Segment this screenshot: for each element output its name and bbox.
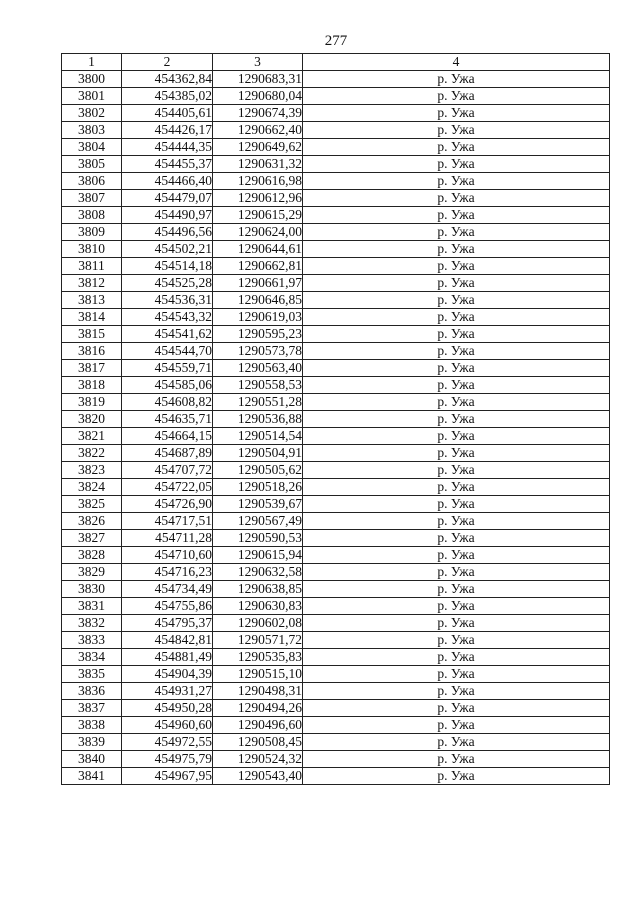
- description-cell: р. Ужа: [303, 275, 610, 292]
- point-number-cell: 3800: [62, 71, 122, 88]
- point-number-cell: 3824: [62, 479, 122, 496]
- x-coordinate-cell: 454544,70: [122, 343, 213, 360]
- y-coordinate-cell: 1290615,29: [213, 207, 303, 224]
- point-number-cell: 3809: [62, 224, 122, 241]
- y-coordinate-cell: 1290631,32: [213, 156, 303, 173]
- y-coordinate-cell: 1290515,10: [213, 666, 303, 683]
- table-row: [62, 445, 610, 462]
- point-number-cell: 3841: [62, 768, 122, 785]
- description-cell: р. Ужа: [303, 173, 610, 190]
- y-coordinate-cell: 1290514,54: [213, 428, 303, 445]
- x-coordinate-cell: 454536,31: [122, 292, 213, 309]
- table-row: [62, 292, 610, 309]
- y-coordinate-cell: 1290496,60: [213, 717, 303, 734]
- table-row: [62, 326, 610, 343]
- x-coordinate-cell: 454967,95: [122, 768, 213, 785]
- y-coordinate-cell: 1290630,83: [213, 598, 303, 615]
- x-coordinate-cell: 454635,71: [122, 411, 213, 428]
- x-coordinate-cell: 454502,21: [122, 241, 213, 258]
- y-coordinate-cell: 1290616,98: [213, 173, 303, 190]
- table-row: [62, 496, 610, 513]
- description-cell: р. Ужа: [303, 428, 610, 445]
- description-cell: р. Ужа: [303, 360, 610, 377]
- description-cell: р. Ужа: [303, 377, 610, 394]
- description-cell: р. Ужа: [303, 326, 610, 343]
- table-row: [62, 360, 610, 377]
- table-row: [62, 122, 610, 139]
- table-row: [62, 275, 610, 292]
- description-cell: р. Ужа: [303, 445, 610, 462]
- y-coordinate-cell: 1290680,04: [213, 88, 303, 105]
- table-row: [62, 513, 610, 530]
- x-coordinate-cell: 454608,82: [122, 394, 213, 411]
- table-row: [62, 479, 610, 496]
- description-cell: р. Ужа: [303, 717, 610, 734]
- table-row: [62, 190, 610, 207]
- y-coordinate-cell: 1290498,31: [213, 683, 303, 700]
- x-coordinate-cell: 454716,23: [122, 564, 213, 581]
- table-row: [62, 683, 610, 700]
- x-coordinate-cell: 454842,81: [122, 632, 213, 649]
- y-coordinate-cell: 1290558,53: [213, 377, 303, 394]
- x-coordinate-cell: 454687,89: [122, 445, 213, 462]
- table-row: [62, 343, 610, 360]
- x-coordinate-cell: 454559,71: [122, 360, 213, 377]
- x-coordinate-cell: 454960,60: [122, 717, 213, 734]
- y-coordinate-cell: 1290551,28: [213, 394, 303, 411]
- y-coordinate-cell: 1290590,53: [213, 530, 303, 547]
- x-coordinate-cell: 454717,51: [122, 513, 213, 530]
- point-number-cell: 3812: [62, 275, 122, 292]
- point-number-cell: 3820: [62, 411, 122, 428]
- description-cell: р. Ужа: [303, 649, 610, 666]
- table-row: [62, 394, 610, 411]
- x-coordinate-cell: 454726,90: [122, 496, 213, 513]
- description-cell: р. Ужа: [303, 768, 610, 785]
- description-cell: р. Ужа: [303, 564, 610, 581]
- table-row: [62, 581, 610, 598]
- x-coordinate-cell: 454466,40: [122, 173, 213, 190]
- point-number-cell: 3817: [62, 360, 122, 377]
- x-coordinate-cell: 454881,49: [122, 649, 213, 666]
- point-number-cell: 3807: [62, 190, 122, 207]
- description-cell: р. Ужа: [303, 71, 610, 88]
- y-coordinate-cell: 1290524,32: [213, 751, 303, 768]
- point-number-cell: 3836: [62, 683, 122, 700]
- y-coordinate-cell: 1290644,61: [213, 241, 303, 258]
- point-number-cell: 3831: [62, 598, 122, 615]
- y-coordinate-cell: 1290632,58: [213, 564, 303, 581]
- table-row: [62, 309, 610, 326]
- x-coordinate-cell: 454479,07: [122, 190, 213, 207]
- description-cell: р. Ужа: [303, 734, 610, 751]
- point-number-cell: 3802: [62, 105, 122, 122]
- point-number-cell: 3806: [62, 173, 122, 190]
- point-number-cell: 3822: [62, 445, 122, 462]
- point-number-cell: 3833: [62, 632, 122, 649]
- x-coordinate-cell: 454931,27: [122, 683, 213, 700]
- x-coordinate-cell: 454795,37: [122, 615, 213, 632]
- description-cell: р. Ужа: [303, 139, 610, 156]
- y-coordinate-cell: 1290683,31: [213, 71, 303, 88]
- x-coordinate-cell: 454904,39: [122, 666, 213, 683]
- x-coordinate-cell: 454455,37: [122, 156, 213, 173]
- x-coordinate-cell: 454707,72: [122, 462, 213, 479]
- description-cell: р. Ужа: [303, 751, 610, 768]
- description-cell: р. Ужа: [303, 615, 610, 632]
- description-cell: р. Ужа: [303, 513, 610, 530]
- y-coordinate-cell: 1290573,78: [213, 343, 303, 360]
- description-cell: р. Ужа: [303, 683, 610, 700]
- point-number-cell: 3838: [62, 717, 122, 734]
- table-row: [62, 564, 610, 581]
- x-coordinate-cell: 454664,15: [122, 428, 213, 445]
- description-cell: р. Ужа: [303, 156, 610, 173]
- column-header-2: 2: [122, 54, 213, 71]
- description-cell: р. Ужа: [303, 581, 610, 598]
- table-row: [62, 547, 610, 564]
- point-number-cell: 3811: [62, 258, 122, 275]
- x-coordinate-cell: 454711,28: [122, 530, 213, 547]
- description-cell: р. Ужа: [303, 343, 610, 360]
- table-row: [62, 411, 610, 428]
- point-number-cell: 3815: [62, 326, 122, 343]
- table-body: [62, 71, 610, 785]
- table-header-row: [62, 54, 610, 71]
- y-coordinate-cell: 1290543,40: [213, 768, 303, 785]
- x-coordinate-cell: 454722,05: [122, 479, 213, 496]
- point-number-cell: 3840: [62, 751, 122, 768]
- table-row: [62, 530, 610, 547]
- table-row: [62, 717, 610, 734]
- y-coordinate-cell: 1290612,96: [213, 190, 303, 207]
- column-header-4: 4: [303, 54, 610, 71]
- y-coordinate-cell: 1290615,94: [213, 547, 303, 564]
- y-coordinate-cell: 1290563,40: [213, 360, 303, 377]
- point-number-cell: 3834: [62, 649, 122, 666]
- table-row: [62, 462, 610, 479]
- y-coordinate-cell: 1290624,00: [213, 224, 303, 241]
- point-number-cell: 3837: [62, 700, 122, 717]
- y-coordinate-cell: 1290662,81: [213, 258, 303, 275]
- table-row: [62, 632, 610, 649]
- column-header-3: 3: [213, 54, 303, 71]
- x-coordinate-cell: 454734,49: [122, 581, 213, 598]
- point-number-cell: 3832: [62, 615, 122, 632]
- point-number-cell: 3835: [62, 666, 122, 683]
- description-cell: р. Ужа: [303, 462, 610, 479]
- y-coordinate-cell: 1290494,26: [213, 700, 303, 717]
- description-cell: р. Ужа: [303, 292, 610, 309]
- description-cell: р. Ужа: [303, 411, 610, 428]
- x-coordinate-cell: 454496,56: [122, 224, 213, 241]
- description-cell: р. Ужа: [303, 241, 610, 258]
- description-cell: р. Ужа: [303, 496, 610, 513]
- table-row: [62, 598, 610, 615]
- description-cell: р. Ужа: [303, 632, 610, 649]
- page-number: 277: [324, 33, 348, 49]
- column-header-1: 1: [62, 54, 122, 71]
- point-number-cell: 3828: [62, 547, 122, 564]
- x-coordinate-cell: 454975,79: [122, 751, 213, 768]
- x-coordinate-cell: 454950,28: [122, 700, 213, 717]
- description-cell: р. Ужа: [303, 666, 610, 683]
- table-row: [62, 71, 610, 88]
- x-coordinate-cell: 454490,97: [122, 207, 213, 224]
- table-row: [62, 649, 610, 666]
- y-coordinate-cell: 1290508,45: [213, 734, 303, 751]
- y-coordinate-cell: 1290661,97: [213, 275, 303, 292]
- x-coordinate-cell: 454710,60: [122, 547, 213, 564]
- point-number-cell: 3804: [62, 139, 122, 156]
- y-coordinate-cell: 1290646,85: [213, 292, 303, 309]
- point-number-cell: 3813: [62, 292, 122, 309]
- coordinates-table: [61, 53, 610, 785]
- y-coordinate-cell: 1290602,08: [213, 615, 303, 632]
- point-number-cell: 3830: [62, 581, 122, 598]
- description-cell: р. Ужа: [303, 105, 610, 122]
- x-coordinate-cell: 454362,84: [122, 71, 213, 88]
- point-number-cell: 3839: [62, 734, 122, 751]
- y-coordinate-cell: 1290518,26: [213, 479, 303, 496]
- description-cell: р. Ужа: [303, 258, 610, 275]
- table-row: [62, 241, 610, 258]
- table-row: [62, 224, 610, 241]
- point-number-cell: 3823: [62, 462, 122, 479]
- y-coordinate-cell: 1290638,85: [213, 581, 303, 598]
- table-row: [62, 377, 610, 394]
- table-row: [62, 173, 610, 190]
- x-coordinate-cell: 454514,18: [122, 258, 213, 275]
- point-number-cell: 3816: [62, 343, 122, 360]
- x-coordinate-cell: 454426,17: [122, 122, 213, 139]
- description-cell: р. Ужа: [303, 122, 610, 139]
- description-cell: р. Ужа: [303, 309, 610, 326]
- description-cell: р. Ужа: [303, 700, 610, 717]
- description-cell: р. Ужа: [303, 530, 610, 547]
- point-number-cell: 3805: [62, 156, 122, 173]
- point-number-cell: 3826: [62, 513, 122, 530]
- description-cell: р. Ужа: [303, 598, 610, 615]
- y-coordinate-cell: 1290674,39: [213, 105, 303, 122]
- y-coordinate-cell: 1290539,67: [213, 496, 303, 513]
- y-coordinate-cell: 1290536,88: [213, 411, 303, 428]
- description-cell: р. Ужа: [303, 394, 610, 411]
- x-coordinate-cell: 454525,28: [122, 275, 213, 292]
- x-coordinate-cell: 454543,32: [122, 309, 213, 326]
- point-number-cell: 3825: [62, 496, 122, 513]
- point-number-cell: 3818: [62, 377, 122, 394]
- y-coordinate-cell: 1290505,62: [213, 462, 303, 479]
- table-row: [62, 207, 610, 224]
- description-cell: р. Ужа: [303, 479, 610, 496]
- y-coordinate-cell: 1290619,03: [213, 309, 303, 326]
- table-row: [62, 156, 610, 173]
- point-number-cell: 3808: [62, 207, 122, 224]
- description-cell: р. Ужа: [303, 190, 610, 207]
- y-coordinate-cell: 1290662,40: [213, 122, 303, 139]
- point-number-cell: 3810: [62, 241, 122, 258]
- x-coordinate-cell: 454405,61: [122, 105, 213, 122]
- table-row: [62, 88, 610, 105]
- x-coordinate-cell: 454541,62: [122, 326, 213, 343]
- table-row: [62, 666, 610, 683]
- table-row: [62, 768, 610, 785]
- table-row: [62, 734, 610, 751]
- table-row: [62, 615, 610, 632]
- x-coordinate-cell: 454972,55: [122, 734, 213, 751]
- table-row: [62, 139, 610, 156]
- x-coordinate-cell: 454755,86: [122, 598, 213, 615]
- y-coordinate-cell: 1290535,83: [213, 649, 303, 666]
- y-coordinate-cell: 1290567,49: [213, 513, 303, 530]
- point-number-cell: 3803: [62, 122, 122, 139]
- description-cell: р. Ужа: [303, 224, 610, 241]
- description-cell: р. Ужа: [303, 88, 610, 105]
- table-row: [62, 428, 610, 445]
- point-number-cell: 3801: [62, 88, 122, 105]
- table-row: [62, 105, 610, 122]
- table-row: [62, 258, 610, 275]
- x-coordinate-cell: 454585,06: [122, 377, 213, 394]
- description-cell: р. Ужа: [303, 547, 610, 564]
- point-number-cell: 3829: [62, 564, 122, 581]
- y-coordinate-cell: 1290649,62: [213, 139, 303, 156]
- description-cell: р. Ужа: [303, 207, 610, 224]
- point-number-cell: 3819: [62, 394, 122, 411]
- table-row: [62, 700, 610, 717]
- table-row: [62, 751, 610, 768]
- point-number-cell: 3814: [62, 309, 122, 326]
- y-coordinate-cell: 1290571,72: [213, 632, 303, 649]
- x-coordinate-cell: 454444,35: [122, 139, 213, 156]
- y-coordinate-cell: 1290595,23: [213, 326, 303, 343]
- point-number-cell: 3821: [62, 428, 122, 445]
- y-coordinate-cell: 1290504,91: [213, 445, 303, 462]
- x-coordinate-cell: 454385,02: [122, 88, 213, 105]
- point-number-cell: 3827: [62, 530, 122, 547]
